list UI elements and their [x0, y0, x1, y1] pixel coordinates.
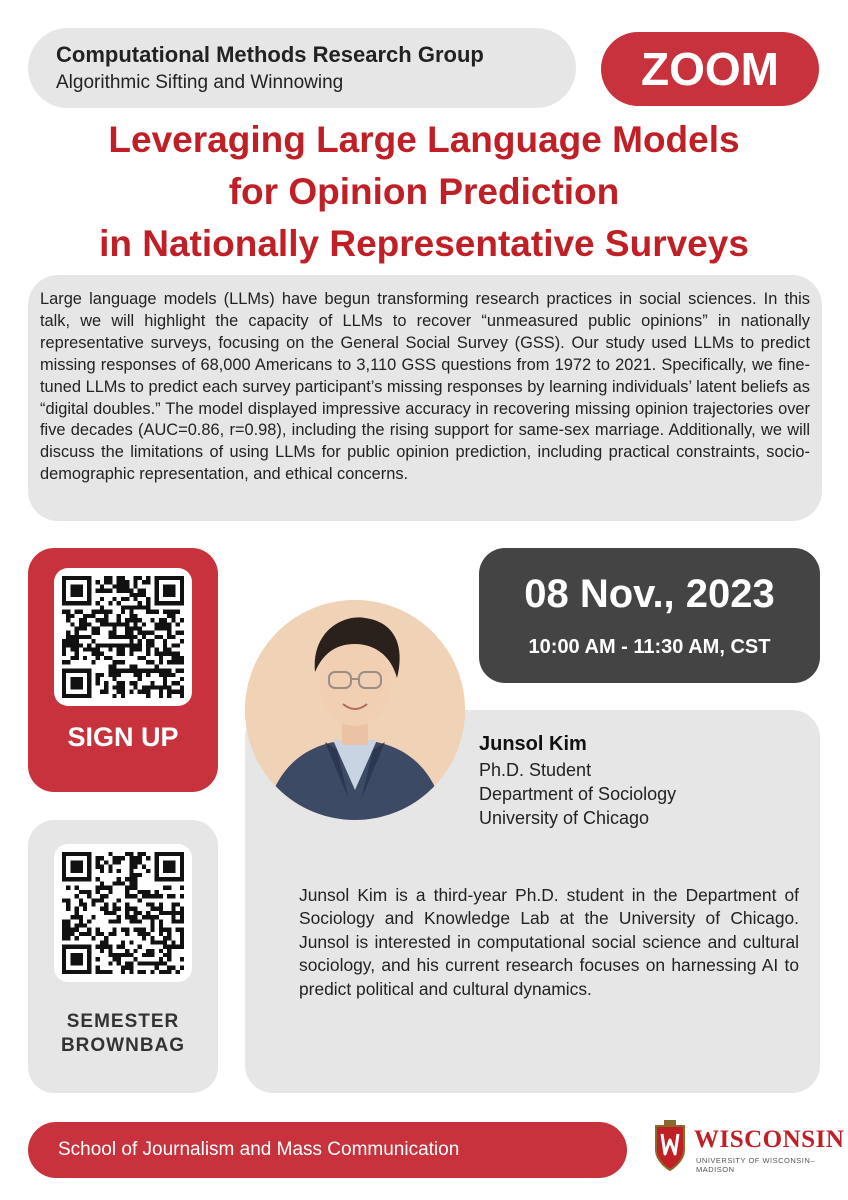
wisconsin-wordmark: WISCONSIN — [694, 1126, 845, 1153]
talk-title-line3: in Nationally Representative Surveys — [99, 223, 749, 264]
talk-title-line1: Leveraging Large Language Models — [108, 119, 740, 160]
footer-banner — [28, 1122, 627, 1178]
event-time: 10:00 AM - 11:30 AM, CST — [528, 636, 771, 658]
semester-brownbag-panel — [28, 820, 218, 1093]
speaker-title: Ph.D. Student — [479, 760, 592, 780]
brownbag-qr-code[interactable] — [54, 844, 192, 982]
semester-brownbag-label — [28, 1010, 218, 1058]
school-name: School of Journalism and Mass Communication — [58, 1139, 460, 1160]
signup-qr-code[interactable] — [54, 568, 192, 706]
speaker-photo — [245, 600, 465, 820]
uw-madison-logo — [652, 1118, 845, 1178]
person-icon — [245, 600, 465, 820]
event-datetime — [479, 548, 820, 683]
group-name: Computational Methods Research Group — [56, 42, 484, 67]
speaker-bio: Junsol Kim is a third-year Ph.D. student in the Department of Sociology and Knowledge Lab at the University of Chicago. Junsol is interested in computational social science and cultural sociology, and his current research focuses on harnessing AI to predict political and cultural dynamics. — [299, 885, 799, 999]
speaker-affiliation — [479, 758, 676, 830]
zoom-badge: ZOOM — [601, 32, 819, 106]
qr-code-icon — [62, 576, 184, 698]
talk-title — [0, 114, 848, 270]
event-date: 08 Nov., 2023 — [524, 572, 775, 616]
abstract-text: Large language models (LLMs) have begun transforming research practices in social sciences. In this talk, we will highlight the capacity of LLMs to recover “unmeasured public opinions” in nationally representative surveys, focusing on the General Social Survey (GSS). Our study used LLMs to predict missing responses of 68,000 Americans to 3,110 GSS questions from 1972 to 2021. Specifically, we fine-tuned LLMs to predict each survey participant’s missing responses by learning individuals’ latent beliefs as “digital doubles.” The model displayed impressive accuracy in recovering missing opinion trajectories over five decades (AUC=0.86, r=0.98), including the rising support for same-sex marriage. Additionally, we will discuss the limitations of using LLMs for public opinion prediction, including practical constraints, socio-demographic representation, and ethical concerns. — [40, 290, 810, 484]
wisconsin-subtitle: UNIVERSITY OF WISCONSIN–MADISON — [696, 1156, 815, 1174]
crest-icon — [652, 1120, 688, 1172]
talk-title-line2: for Opinion Prediction — [228, 171, 620, 212]
group-header — [28, 28, 576, 108]
speaker-name: Junsol Kim — [479, 733, 587, 755]
semester-line: SEMESTER — [66, 1011, 180, 1032]
signup-panel[interactable] — [28, 548, 218, 792]
speaker-university: University of Chicago — [479, 808, 650, 828]
speaker-department: Department of Sociology — [479, 784, 677, 804]
group-subtitle: Algorithmic Sifting and Winnowing — [56, 72, 344, 93]
abstract-panel — [28, 275, 822, 521]
signup-label: SIGN UP — [67, 722, 179, 752]
qr-code-icon — [62, 852, 184, 974]
brownbag-line: BROWNBAG — [60, 1035, 186, 1056]
